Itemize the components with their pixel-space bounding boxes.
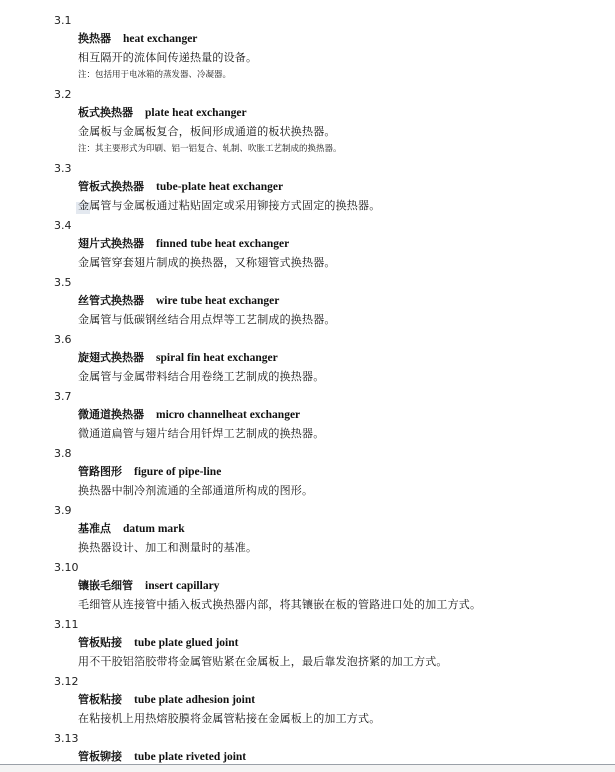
term-heading bbox=[78, 408, 300, 422]
term-zh: 旋翅式换热器 bbox=[78, 351, 144, 364]
term-en: heat exchanger bbox=[123, 33, 198, 45]
term-zh: 管板贴接 bbox=[78, 636, 122, 649]
term-zh: 换热器 bbox=[78, 32, 111, 45]
clause-number: 3.11 bbox=[54, 618, 79, 631]
term-zh: 镶嵌毛细管 bbox=[78, 579, 133, 592]
term-heading bbox=[78, 636, 238, 650]
clause-number: 3.8 bbox=[54, 447, 72, 460]
clause-number: 3.13 bbox=[54, 732, 79, 745]
term-zh: 管板式换热器 bbox=[78, 180, 144, 193]
term-en: finned tube heat exchanger bbox=[156, 238, 290, 250]
clause-number: 3.4 bbox=[54, 219, 72, 232]
term-en: spiral fin heat exchanger bbox=[156, 352, 278, 364]
term-heading bbox=[78, 693, 255, 707]
clause-number: 3.12 bbox=[54, 675, 79, 688]
term-zh: 微通道换热器 bbox=[78, 408, 144, 421]
term-en: tube plate adhesion joint bbox=[134, 694, 256, 706]
clause-number: 3.9 bbox=[54, 504, 72, 517]
term-en: wire tube heat exchanger bbox=[156, 295, 280, 307]
term-en: tube plate glued joint bbox=[134, 637, 239, 649]
clause-number: 3.2 bbox=[54, 88, 72, 101]
term-definition: 换热器设计、加工和测量时的基准。 bbox=[78, 541, 258, 554]
term-heading bbox=[78, 579, 219, 593]
clause-number: 3.1 bbox=[54, 14, 72, 27]
term-note: 注：其主要形式为印刷、铝一铝复合、轧制、吹胀工艺制成的换热器。 bbox=[78, 144, 342, 154]
term-definition: 金属管与低碳钢丝结合用点焊等工艺制成的换热器。 bbox=[78, 313, 336, 326]
term-zh: 管路图形 bbox=[78, 465, 122, 478]
clause-number: 3.7 bbox=[54, 390, 72, 403]
term-definition: 金属板与金属板复合，板间形成通道的板状换热器。 bbox=[78, 125, 336, 138]
term-definition: 金属管穿套翅片制成的换热器，又称翅管式换热器。 bbox=[78, 256, 336, 269]
term-en: tube plate riveted joint bbox=[134, 751, 247, 763]
term-heading bbox=[78, 32, 197, 46]
clause-number: 3.10 bbox=[54, 561, 79, 574]
term-note: 注：包括用于电冰箱的蒸发器、冷凝器。 bbox=[78, 70, 232, 80]
term-heading bbox=[78, 180, 283, 194]
term-zh: 管板铆接 bbox=[78, 750, 122, 763]
term-heading bbox=[78, 294, 279, 308]
term-definition: 金属管与金属带料结合用卷绕工艺制成的换热器。 bbox=[78, 370, 325, 383]
term-heading bbox=[78, 522, 185, 536]
term-definition: 相互隔开的流体间传递热量的设备。 bbox=[78, 51, 258, 64]
term-zh: 基准点 bbox=[78, 522, 111, 535]
term-definition: 用不干胶铝箔胶带将金属管贴紧在金属板上，最后靠发泡挤紧的加工方式。 bbox=[78, 655, 448, 668]
clause-number: 3.5 bbox=[54, 276, 72, 289]
term-definition: 金属管与金属板通过粘贴固定或采用铆接方式固定的换热器。 bbox=[78, 199, 381, 212]
term-definition: 在粘接机上用热熔胶膜将金属管粘接在金属板上的加工方式。 bbox=[78, 712, 381, 725]
term-zh: 丝管式换热器 bbox=[78, 294, 144, 307]
term-heading bbox=[78, 237, 289, 251]
term-en: insert capillary bbox=[145, 580, 220, 592]
term-definition: 毛细管从连接管中插入板式换热器内部，将其镶嵌在板的管路进口处的加工方式。 bbox=[78, 598, 482, 611]
clause-number: 3.3 bbox=[54, 162, 72, 175]
term-en: plate heat exchanger bbox=[145, 107, 247, 119]
term-definition: 微通道扁管与翅片结合用钎焊工艺制成的换热器。 bbox=[78, 427, 325, 440]
term-en: tube-plate heat exchanger bbox=[156, 181, 284, 193]
term-heading bbox=[78, 465, 221, 479]
term-zh: 管板粘接 bbox=[78, 693, 122, 706]
clause-number: 3.6 bbox=[54, 333, 72, 346]
term-en: micro channelheat exchanger bbox=[156, 409, 301, 421]
term-en: figure of pipe-line bbox=[134, 466, 222, 478]
term-zh: 板式换热器 bbox=[78, 106, 133, 119]
term-definition: 换热器中制冷剂流通的全部通道所构成的图形。 bbox=[78, 484, 314, 497]
term-heading bbox=[78, 351, 278, 365]
term-en: datum mark bbox=[123, 523, 185, 535]
term-zh: 翅片式换热器 bbox=[78, 237, 144, 250]
term-heading bbox=[78, 106, 247, 120]
term-heading bbox=[78, 750, 246, 764]
